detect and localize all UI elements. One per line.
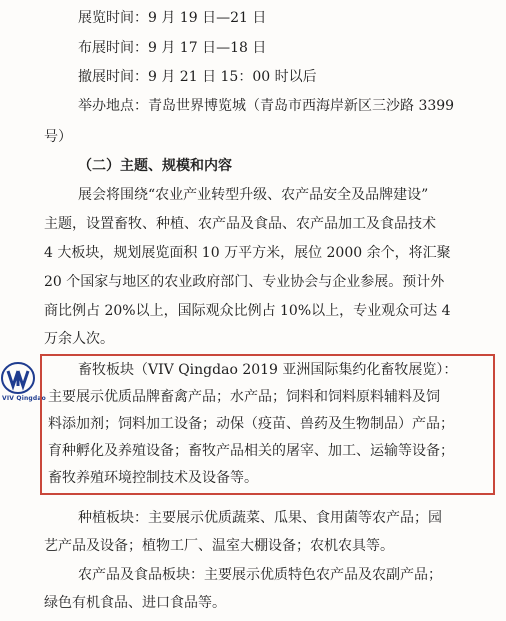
viv-logo-icon (0, 361, 36, 395)
intro-line-3: 4 大板块，规划展览面积 10 万平方米，展位 2000 余个，将汇聚 (44, 245, 451, 261)
intro-line-6: 万余人次。 (44, 331, 114, 347)
food-line-1: 农产品及食品板块：主要展示优质特色农产品及农副产品； (78, 567, 442, 583)
viv-logo-text: VIV Qingdao (2, 395, 46, 402)
livestock-line-2: 主要展示优质品牌畜禽产品；水产品；饲料和饲料原料辅料及饲 (48, 389, 440, 405)
intro-line-1: 展会将围绕“农业产业转型升级、农产品安全及品牌建设” (78, 187, 429, 203)
intro-line-2: 主题，设置畜牧、种植、农产品及食品、农产品加工及食品技术 (44, 216, 436, 232)
food-line-2: 绿色有机食品、进口食品等。 (44, 595, 226, 611)
planting-line-2: 艺产品及设备；植物工厂、温室大棚设备；农机农具等。 (44, 538, 394, 554)
livestock-line-5: 畜牧养殖环境控制技术及设备等。 (48, 470, 258, 486)
venue-line-2: 号） (44, 129, 72, 145)
intro-line-4: 20 个国家与地区的农业政府部门、专业协会与企业参展。预计外 (44, 274, 445, 290)
livestock-line-4: 育种孵化及养殖设备；畜牧产品相关的屠宰、加工、运输等设备； (48, 443, 454, 459)
setup-time: 布展时间：9 月 17 日—18 日 (78, 40, 267, 56)
exhibition-time: 展览时间：9 月 19 日—21 日 (78, 10, 267, 26)
venue-line-1: 举办地点：青岛世界博览城（青岛市西海岸新区三沙路 3399 (78, 98, 455, 114)
livestock-line-1: 畜牧板块（VIV Qingdao 2019 亚洲国际集约化畜牧展览）： (78, 362, 458, 378)
livestock-line-3: 料添加剂；饲料加工设备；动保（疫苗、兽药及生物制品）产品； (48, 416, 454, 432)
intro-line-5: 商比例占 20%以上，国际观众比例占 10%以上，专业观众可达 4 (44, 303, 451, 319)
section-heading: （二）主题、规模和内容 (78, 158, 232, 174)
teardown-time: 撤展时间：9 月 21 日 15：00 时以后 (78, 69, 317, 85)
planting-line-1: 种植板块：主要展示优质蔬菜、瓜果、食用菌等农产品；园 (78, 510, 442, 526)
